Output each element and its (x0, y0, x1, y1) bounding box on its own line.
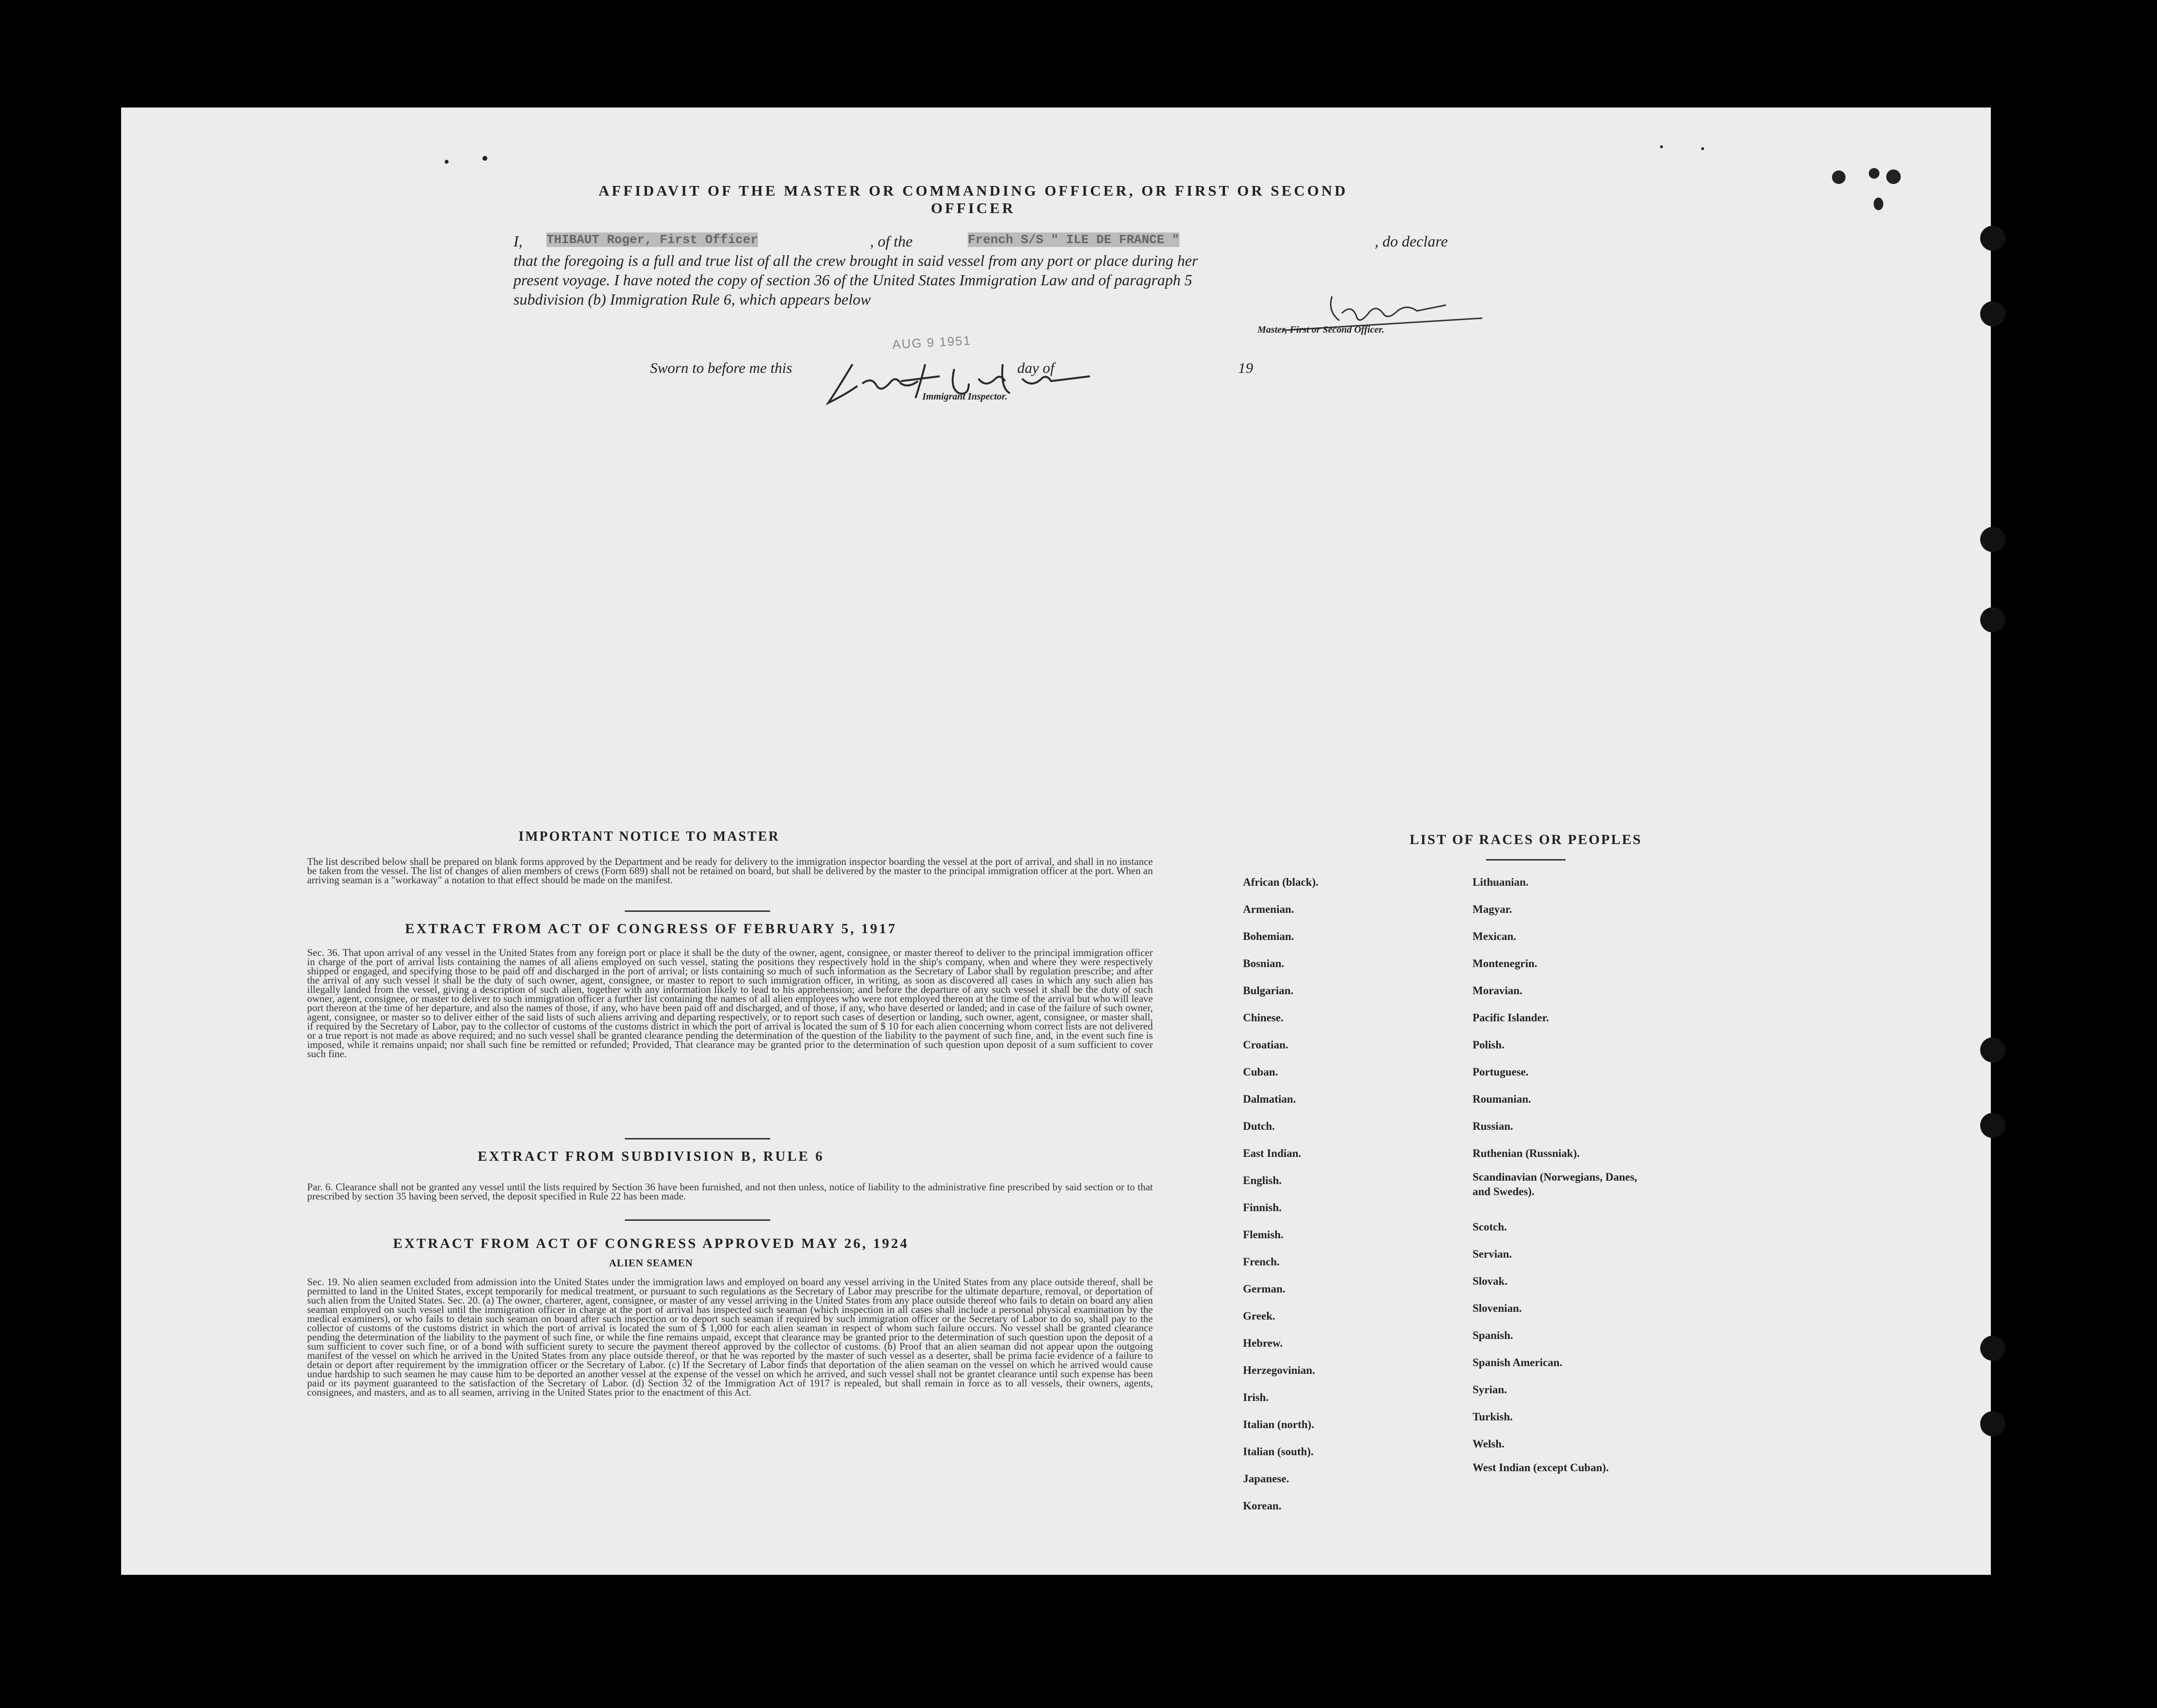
race-item: Greek. (1243, 1310, 1275, 1322)
scan-speck (1869, 168, 1879, 179)
affidavit-declare: , do declare (1375, 232, 1448, 250)
rule-6-heading: EXTRACT FROM SUBDIVISION B, RULE 6 (478, 1149, 824, 1164)
sworn-text: Sworn to before me this (650, 359, 792, 376)
scan-speck (445, 160, 449, 164)
divider (625, 1219, 770, 1221)
race-item: Bohemian. (1243, 930, 1294, 942)
race-item: Croatian. (1243, 1039, 1288, 1051)
divider (625, 1138, 770, 1139)
binder-hole (1980, 301, 2005, 326)
binder-hole (1980, 226, 2005, 251)
signer-caption: Master, First or Second Officer. (1257, 324, 1384, 335)
race-item: Russian. (1473, 1120, 1513, 1132)
race-item: Slovak. (1473, 1275, 1508, 1287)
day-of-text: day of (1017, 359, 1055, 376)
race-item: East Indian. (1243, 1147, 1302, 1159)
extract-1917-heading: EXTRACT FROM ACT OF CONGRESS OF FEBRUARY 5, 1917 (405, 921, 897, 937)
extract-1924-heading: EXTRACT FROM ACT OF CONGRESS APPROVED MAY 26, 1924 (393, 1236, 909, 1251)
race-item: Spanish. (1473, 1329, 1513, 1341)
inspector-signature (819, 359, 1119, 413)
scan-speck (482, 156, 487, 161)
races-left-column (1243, 869, 1466, 1520)
race-item: Scandinavian (Norwegians, Danes, and Swedes). (1473, 1171, 1637, 1198)
race-item: Herzegovinian. (1243, 1364, 1315, 1376)
divider (1486, 859, 1566, 861)
scan-speck (1832, 170, 1846, 184)
affidavit-line-3: present voyage. I have noted the copy of section 36 of the United States Immigration Law and of paragraph 5 (513, 271, 1193, 289)
officer-name-typed: THIBAUT Roger, First Officer (546, 232, 758, 247)
race-item: Magyar. (1473, 903, 1512, 915)
race-item: Scotch. (1473, 1221, 1507, 1233)
race-item: Irish. (1243, 1391, 1269, 1403)
race-item: Moravian. (1473, 985, 1522, 997)
extract-1924-subheading: ALIEN SEAMEN (609, 1257, 693, 1269)
divider (625, 910, 770, 912)
race-item: Mexican. (1473, 930, 1517, 942)
race-item: German. (1243, 1283, 1286, 1295)
race-item: Ruthenian (Russniak). (1473, 1147, 1580, 1159)
scan-speck (1886, 169, 1901, 184)
race-item: Finnish. (1243, 1201, 1282, 1214)
race-item: Bulgarian. (1243, 985, 1294, 997)
race-item: Servian. (1473, 1248, 1512, 1260)
affidavit-title: AFFIDAVIT OF THE MASTER OR COMMANDING OFFICER, OR FIRST OR SECOND OFFICER (598, 182, 1348, 216)
affidavit-prefix: I, (513, 232, 523, 250)
document-page (121, 108, 1991, 1575)
race-item: African (black). (1243, 876, 1319, 888)
race-item: French. (1243, 1256, 1280, 1268)
race-item: Cuban. (1243, 1066, 1278, 1078)
race-item: Montenegrin. (1473, 957, 1537, 969)
race-item: Roumanian. (1473, 1093, 1531, 1105)
race-item: Japanese. (1243, 1473, 1289, 1485)
binder-hole (1980, 1411, 2005, 1436)
race-item: Armenian. (1243, 903, 1294, 915)
binder-hole (1980, 1336, 2005, 1361)
race-item: Polish. (1473, 1039, 1505, 1051)
race-item: Flemish. (1243, 1229, 1284, 1241)
inspector-caption: Immigrant Inspector. (922, 391, 1008, 402)
race-item: Lithuanian. (1473, 876, 1529, 888)
affidavit-line-2: that the foregoing is a full and true list of all the crew brought in said vessel from any port or place during her (513, 252, 1198, 269)
scan-speck (1874, 198, 1883, 210)
date-stamp: AUG 9 1951 (892, 333, 972, 352)
binder-hole (1980, 1113, 2005, 1138)
race-item: Korean. (1243, 1500, 1282, 1512)
race-item: West Indian (except Cuban). (1473, 1462, 1609, 1474)
race-item: Hebrew. (1243, 1337, 1283, 1349)
notice-heading: IMPORTANT NOTICE TO MASTER (518, 829, 780, 844)
binder-hole (1980, 1037, 2005, 1062)
race-item: Chinese. (1243, 1012, 1284, 1024)
binder-hole (1980, 527, 2005, 552)
race-item: English. (1243, 1174, 1282, 1186)
race-item: Italian (north). (1243, 1418, 1314, 1431)
race-item: Dutch. (1243, 1120, 1275, 1132)
race-item: Dalmatian. (1243, 1093, 1296, 1105)
race-item: Turkish. (1473, 1411, 1513, 1423)
scan-speck (1701, 147, 1704, 150)
race-item: Welsh. (1473, 1438, 1505, 1450)
affidavit-line-4: subdivision (b) Immigration Rule 6, which appears below (513, 291, 871, 308)
races-heading: LIST OF RACES OR PEOPLES (1410, 832, 1642, 847)
notice-body: The list described below shall be prepared on blank forms approved by the Department and be ready for delivery to the immigration inspector boarding the vessel at the port of arrival, and shall in no instance be taken from the vessel. The list of changes of alien members of crews (Form 689) shall not be retained on board, but shall be delivered by the master to the principal immigration officer at the port. When an arriving seaman is a "workaway" a notation to that effect should be made on the manifest. (307, 857, 1153, 886)
race-item: Slovenian. (1473, 1302, 1522, 1314)
race-item: Pacific Islander. (1473, 1012, 1549, 1024)
race-item: Spanish American. (1473, 1356, 1563, 1369)
rule-6-body: Par. 6. Clearance shall not be granted any vessel until the lists required by Section 36 have been furnished, and not then unless, notice of liability to the administrative fine prescribed by said section or to that prescribed by section 35 having been served, the deposit specified in Rule 22 has been made. (307, 1183, 1153, 1202)
scan-speck (1660, 145, 1663, 148)
race-item: Bosnian. (1243, 957, 1285, 969)
year-prefix: 19 (1238, 359, 1253, 376)
race-item: Portuguese. (1473, 1066, 1529, 1078)
vessel-name-typed: French S/S " ILE DE FRANCE " (968, 232, 1179, 247)
extract-1917-body: Sec. 36. That upon arrival of any vessel in the United States from any foreign port or place it shall be the duty of the owner, agent, consignee, or master thereof to deliver to the principal immigration officer in charge of the port of arrival lists containing the names of all aliens employed on such vessel, stating the positions they respectively hold in the ship's company, when and where they were respectively shipped or engaged, and specifying those to be paid off and discharged in the port of arrival; or lists containing so much of such information as the Secretary of Labor shall by regulation prescribe; and after the arrival of any such vessel it shall be the duty of such owner, agent, consignee, or master to report to such immigration officer, in writing, as soon as discovered all cases in which any such alien has illegally landed from the vessel, giving a description of such alien, together with any information likely to lead to his apprehension; and before the departure of any such vessel it shall be the duty of such owner, agent, consignee, or master to deliver to such immigration officer a further list containing the names of all alien employees who were not employed thereon at the time of the arrival but who will leave port thereon at the time of her departure, and also the names of those, if any, who have been paid off and discharged, and of those, if any, who have deserted or landed; and in case of the failure of such owner, agent, consignee, or master so to deliver either of the said lists of such aliens arriving and departing respectively, or to report such cases of desertion or landing, such owner, agent, consignee, or master shall, if required by the Secretary of Labor, pay to the collector of customs of the customs district in which the port of arrival is located the sum of $ 10 for each alien concerning whom correct lists are not delivered or a true report is not made as above required; and no such vessel shall be granted clearance pending the determination of the question of the liability to the payment of such fine, and, in the event such fine is imposed, while it remains unpaid; nor shall such fine be remitted or refunded; Provided, That clearance may be granted prior to the determination of such question upon deposit of a sum sufficient to cover such fine. (307, 948, 1153, 1060)
affidavit-of-the: , of the (870, 232, 913, 250)
race-item: Italian (south). (1243, 1446, 1314, 1458)
race-item: Syrian. (1473, 1384, 1507, 1396)
binder-hole (1980, 607, 2005, 632)
extract-1924-body: Sec. 19. No alien seamen excluded from admission into the United States under the immigration laws and employed on board any vessel arriving in the United States from any place outside thereof, shall be permitted to land in the United States, except temporarily for medical treatment, or pursuant to such regulations as the Secretary of Labor may prescribe for the ultimate departure, removal, or deportation of such alien from the United States. Sec. 20. (a) The owner, charterer, agent, consignee, or master of any vessel arriving in the United States from any place outside thereof who fails to detain on board any alien seaman employed on such vessel until the immigration officer in charge at the port of arrival has inspected such seaman (which inspection in all cases shall include a personal physical examination by the medical examiners), or who fails to detain such seaman on board after such inspection or to deport such seaman if required by such immigration officer or the Secretary of Labor to do so, shall pay to the collector of customs of the customs district in which the port of arrival is located the sum of $ 1,000 for each alien seaman in respect of whom such failure occurs. No vessel shall be granted clearance pending the determination of the liability to the payment of such fine, or while the fine remains unpaid, except that clearance may be granted prior to the determination of such question upon the deposit of a sum sufficient to cover such fine, or of a bond with sufficient surety to secure the payment thereof approved by the collector of customs. (b) Proof that an alien seaman did not appear upon the outgoing manifest of the vessel on which he arrived in the United States from any place outside thereof, or that he was reported by the master of such vessel as a deserter, shall be prima facie evidence of a failure to detain or deport after requirement by the immigration officer or the Secretary of Labor. (c) If the Secretary of Labor finds that deportation of the alien seaman on the vessel on which he arrived would cause undue hardship to such seamen he may cause him to be deported an another vessel at the expense of the vessel on which he arrived, and such vessel shall not be grantet clearance until such expense has been paid or its payment guaranteed to the satisfaction of the Secretary of Labor. (d) Section 32 of the Immigration Act of 1917 is repealed, but shall remain in force as to all vessels, their owners, agents, consignees, and masters, and as to all seamen, arriving in the United States prior to the enactment of this Act. (307, 1277, 1153, 1398)
races-right-column (1473, 869, 1657, 1492)
